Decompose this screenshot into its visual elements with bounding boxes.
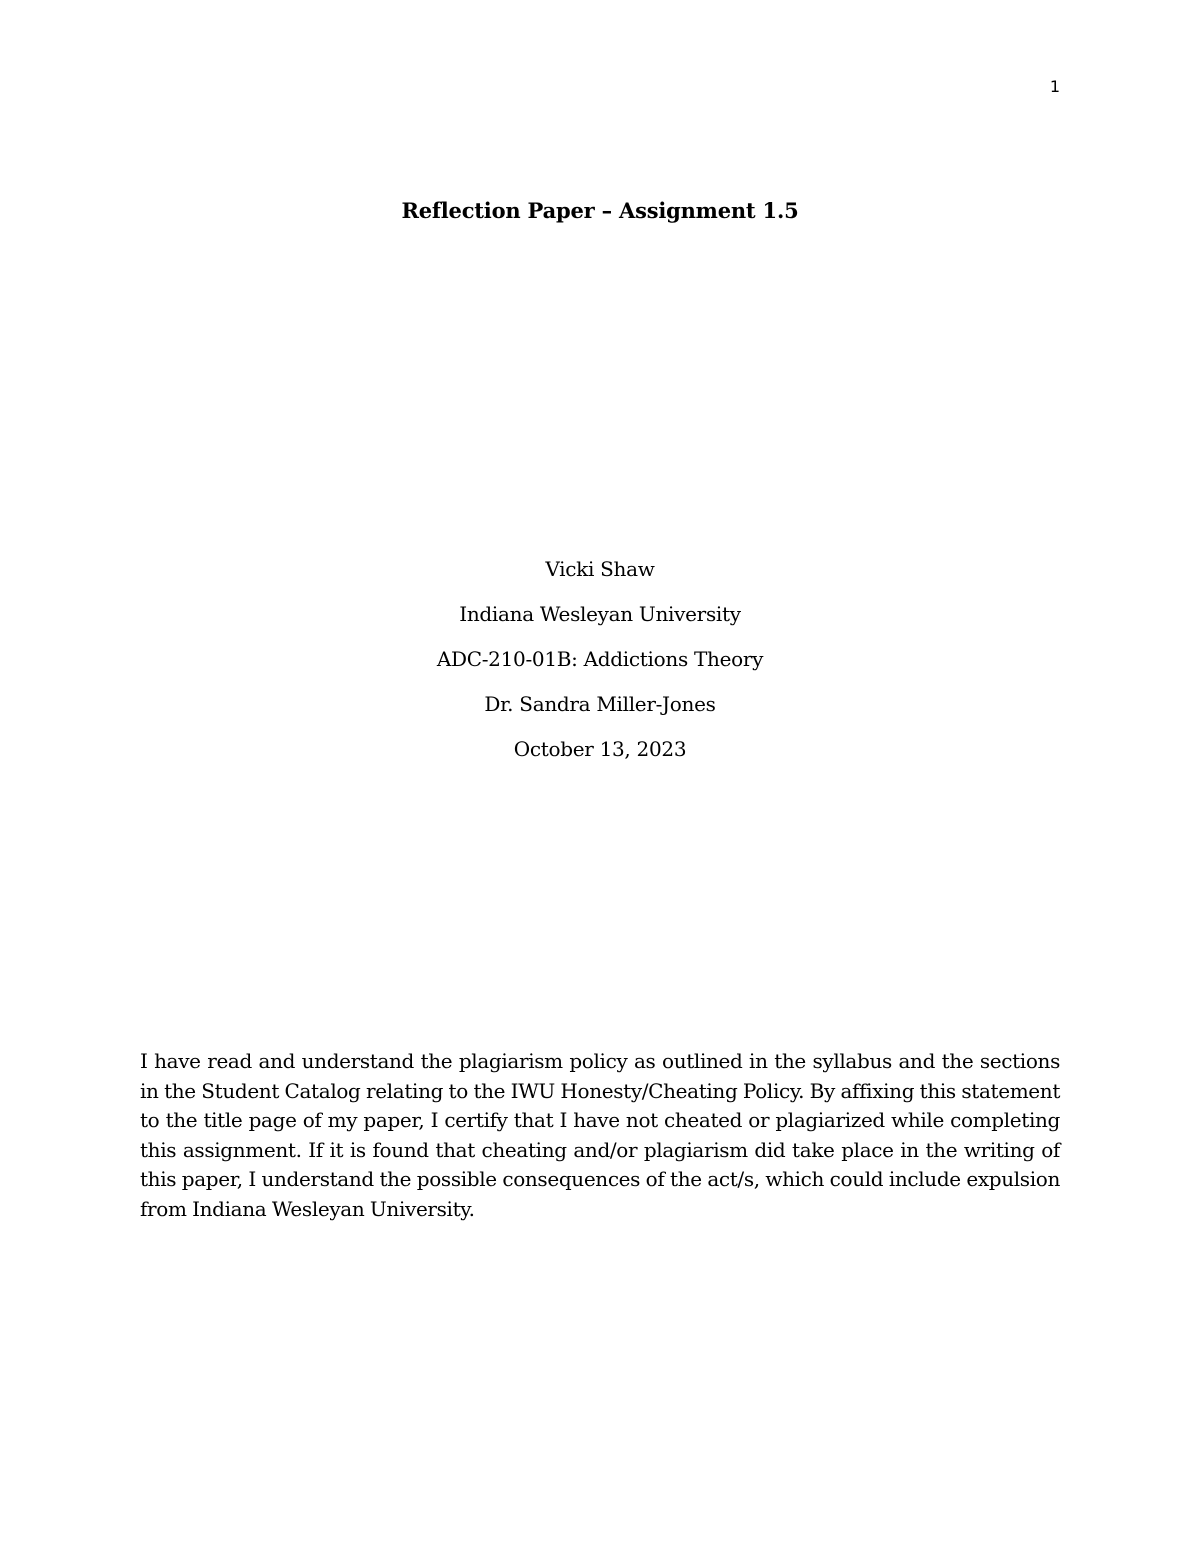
author-name: Vicki Shaw [545, 557, 655, 581]
paper-title: Reflection Paper – Assignment 1.5 [401, 198, 799, 223]
instructor-name: Dr. Sandra Miller-Jones [484, 692, 716, 716]
plagiarism-statement: I have read and understand the plagiarism policy as outlined in the syllabus and the sections in the Student Catalog relating to the IWU Honesty/Cheating Policy. By affixing this statement to the title page of my paper, I certify that I have not cheated or plagiarized while completing this assignment. If it is found that cheating and/or plagiarism did take place in the writing of this paper, I understand the possible consequences of the act/s, which could include expulsion from Indiana Wesleyan University. [140, 1049, 1061, 1221]
course-name: ADC-210-01B: Addictions Theory [436, 647, 764, 671]
submission-date: October 13, 2023 [513, 737, 687, 761]
institution-name: Indiana Wesleyan University [459, 602, 741, 626]
page-number: 1 [1049, 77, 1060, 96]
author-block [0, 553, 1200, 778]
